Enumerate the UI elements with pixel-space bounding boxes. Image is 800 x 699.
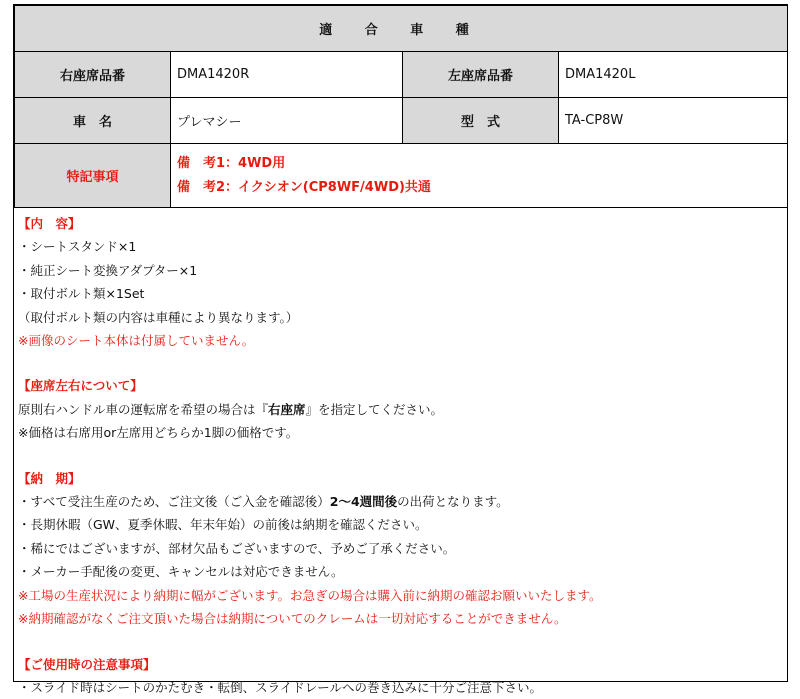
seat-side-line-1-bold: 右座席 [268,401,306,417]
seat-side-heading: 【座席左右について】 [18,378,143,394]
delivery-line-4: ・メーカー手配後の変更、キャンセルは対応できません。 [18,564,344,580]
description-body [14,208,787,699]
seat-side-line-2: ※価格は右席用or左席用どちらか1脚の価格です。 [18,425,299,441]
contents-warning: ※画像のシート本体は付属していません。 [18,333,255,349]
notes-value [171,144,788,208]
product-sheet [13,4,788,695]
usage-line-1: ・スライド時はシートのかたむき・転倒、スライドレールへの巻き込みに十分ご注意下さい。 [18,679,543,695]
right-seat-value: DMA1420R [171,52,403,98]
model-value: TA-CP8W [559,98,788,144]
delivery-line-3: ・稀にではございますが、部材欠品もございますので、予めご了承ください。 [18,540,456,556]
car-name-label: 車 名 [15,98,171,144]
contents-item-2: ・純正シート変換アダプター×1 [18,262,198,278]
right-seat-label: 右座席品番 [15,52,171,98]
delivery-warning-2: ※納期確認がなくご注文頂いた場合は納期についてのクレームは一切対応することができません。 [18,611,567,627]
seat-side-line-1 [18,398,783,421]
car-name-value: プレマシー [171,98,403,144]
delivery-line-2: ・長期休暇（GW、夏季休暇、年末年始）の前後は納期を確認ください。 [18,517,428,533]
contents-heading: 【内 容】 [18,216,81,231]
contents-item-1: ・シートスタンド×1 [18,239,137,255]
delivery-line-1-pre: ・すべて受注生産のため、ご注文後（ご入金を確認後） [18,494,330,510]
delivery-line-1-bold: 2〜4週間後 [329,494,398,510]
left-seat-value: DMA1420L [559,52,788,98]
delivery-line-1 [18,490,783,513]
delivery-line-1-post: の出荷となります。 [397,494,509,510]
seat-side-line-1-pre: 原則右ハンドル車の運転席を希望の場合は『 [18,401,269,417]
note-2: 備 考2：イクシオン(CP8WF/4WD)共通 [177,179,431,195]
notes-label: 特記事項 [15,144,171,208]
delivery-warning-1: ※工場の生産状況により納期に幅がございます。お急ぎの場合は購入前に納期の確認お願いいたします。 [18,587,602,603]
delivery-heading: 【納 期】 [18,470,81,486]
contents-item-4: （取付ボルト類の内容は車種により異なります。） [18,309,299,325]
note-1: 備 考1：4WD用 [177,155,286,171]
contents-item-3: ・取付ボルト類×1Set [18,286,145,302]
seat-side-line-1-post: 』を指定してください。 [305,401,444,417]
spec-table [14,5,788,208]
usage-heading: 【ご使用時の注意事項】 [18,656,156,672]
left-seat-label: 左座席品番 [403,52,559,98]
page-title: 適 合 車 種 [15,6,788,52]
model-label: 型 式 [403,98,559,144]
